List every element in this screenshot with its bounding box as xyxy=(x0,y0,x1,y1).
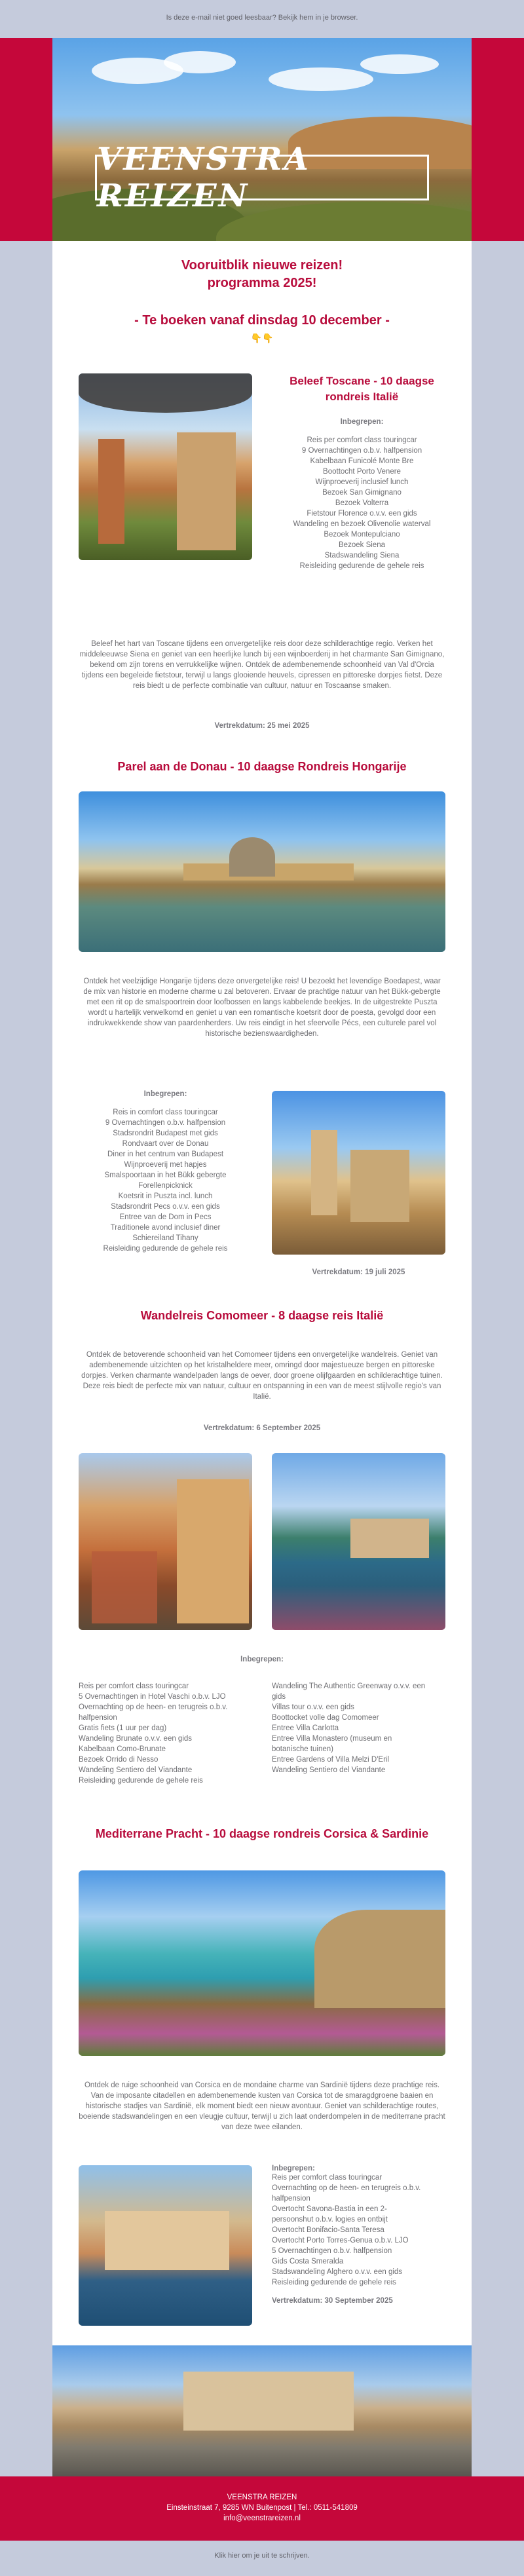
pointing-down-icon: 👇👇 xyxy=(250,333,274,343)
inclusion-item: Wandeling The Authentic Greenway o.v.v. een xyxy=(272,1682,426,1690)
inclusion-item: Entree Villa Carlotta xyxy=(272,1724,339,1732)
inclusion-item: botanische tuinen) xyxy=(272,1745,333,1753)
inclusion-item: Entree van de Dom in Pecs xyxy=(119,1213,212,1221)
inclusion-item: Villas tour o.v.v. een gids xyxy=(272,1703,354,1711)
inclusion-item: Reis per comfort class touringcar xyxy=(307,436,417,444)
inclusion-item: Bezoek Montepulciano xyxy=(324,531,400,539)
como-inclusions-right xyxy=(272,1681,449,1775)
inclusion-item: persoonshut o.b.v. logies en ontbijt xyxy=(272,2216,388,2224)
inclusion-item: Stadsrondrit Pecs o.v.v. een gids xyxy=(111,1203,220,1211)
inclusion-item: Reisleiding gedurende de gehele reis xyxy=(299,562,424,570)
inclusion-item: Smalspoortaan in het Bükk gebergte xyxy=(104,1171,227,1179)
corsica-image[interactable] xyxy=(79,1870,445,2056)
inclusion-item: Traditionele avond inclusief diner xyxy=(110,1224,221,1232)
inclusion-item: 5 Overnachtingen in Hotel Vaschi o.b.v. LJO xyxy=(79,1693,226,1701)
inclusion-item: Schiereiland Tihany xyxy=(132,1234,198,1242)
corsica-inclusions xyxy=(272,2165,449,2305)
corsica-departure-date: Vertrekdatum: 30 September 2025 xyxy=(272,2297,393,2305)
donau-departure-date: Vertrekdatum: 19 juli 2025 xyxy=(312,1268,405,1276)
intro-line-2: programma 2025! xyxy=(207,276,317,290)
brand-logo-text: VEENSTRA REIZEN xyxy=(97,141,310,214)
inclusion-item: Reisleiding gedurende de gehele reis xyxy=(103,1245,228,1253)
inclusion-item: gids xyxy=(272,1693,286,1701)
inclusion-item: Gratis fiets (1 uur per dag) xyxy=(79,1724,167,1732)
corsica-harbour-image[interactable] xyxy=(79,2165,252,2326)
intro-line-1: Vooruitblik nieuwe reizen! xyxy=(181,258,343,273)
donau-image[interactable] xyxy=(79,791,445,952)
inclusion-item: 9 Overnachtingen o.b.v. halfpension xyxy=(105,1119,226,1127)
inclusion-item: Bezoek Volterra xyxy=(335,499,389,507)
brand-logo[interactable] xyxy=(95,141,429,214)
inclusion-item: Stadsrondrit Budapest met gids xyxy=(113,1129,218,1137)
toscane-title: Beleef Toscane - 10 daagse rondreis Italië xyxy=(290,375,434,403)
inclusion-item: Reisleiding gedurende de gehele reis xyxy=(79,1777,203,1785)
unsubscribe-link[interactable]: Klik hier om je uit te schrijven. xyxy=(214,2552,310,2560)
inclusion-item: Overtocht Bonifacio-Santa Teresa xyxy=(272,2226,384,2234)
inclusion-item: Kabelbaan Funicolé Monte Bre xyxy=(310,457,414,465)
footer xyxy=(52,2476,472,2541)
intro-booking-date xyxy=(52,312,472,347)
footer-coast-image xyxy=(52,2345,472,2476)
inclusion-item: Wandeling Sentiero del Viandante xyxy=(79,1766,193,1774)
donau-castle-image[interactable] xyxy=(272,1091,445,1255)
toscane-image[interactable] xyxy=(79,373,252,560)
corsica-description: Ontdek de ruige schoonheid van Corsica en de mondaine charme van Sardinië tijdens deze prachtige reis. Van de imposante citadellen en adembenemende kusten van Corsica tot de smaragdgroene baaien en historische stadjes van Sardinië, elk moment biedt een nieuw avontuur. Geniet van schilderachtige routes, boeiende stadswandelingen en een vleugje cultuur, terwijl u zich laat onderdompelen in de mediterrane pracht van deze twee eilanden. xyxy=(79,2081,445,2131)
inclusion-item: 5 Overnachtingen o.b.v. halfpension xyxy=(272,2247,392,2255)
inclusion-item: Wandeling Sentiero del Viandante xyxy=(272,1766,386,1774)
inclusion-item: Koetsrit in Puszta incl. lunch xyxy=(118,1192,213,1200)
inclusion-item: Wandeling Brunate o.v.v. een gids xyxy=(79,1735,193,1743)
inclusion-item: Reis in comfort class touringcar xyxy=(113,1108,218,1116)
inclusion-item: Wijnproeverij met hapjes xyxy=(124,1161,207,1169)
como-departure-date: Vertrekdatum: 6 September 2025 xyxy=(203,1424,321,1432)
inclusion-item: Reisleiding gedurende de gehele reis xyxy=(272,2279,396,2286)
inclusion-item: Wijnproeverij inclusief lunch xyxy=(315,478,409,486)
footer-company-name: VEENSTRA REIZEN xyxy=(227,2493,297,2501)
inclusion-item: Entree Villa Monastero (museum en xyxy=(272,1735,392,1743)
inclusion-item: Rondvaart over de Donau xyxy=(122,1140,209,1148)
inclusion-item: Gids Costa Smeralda xyxy=(272,2258,344,2265)
inclusion-item: Stadswandeling Siena xyxy=(324,552,400,559)
inclusion-item: Overtocht Porto Torres-Genua o.b.v. LJO xyxy=(272,2237,409,2245)
inclusion-item: Overnachting op de heen- en terugreis o.b.v. xyxy=(272,2184,421,2192)
inclusion-item: Bezoek Siena xyxy=(339,541,385,549)
como-inbegrepen-label: Inbegrepen: xyxy=(240,1656,284,1663)
inclusion-item: Entree Gardens of Villa Melzi D'Eril xyxy=(272,1756,390,1764)
donau-inclusions xyxy=(79,1090,252,1254)
toscane-inbegrepen-label: Inbegrepen: xyxy=(340,418,384,426)
view-in-browser-link[interactable]: Is deze e-mail niet goed leesbaar? Bekijk hem in je browser. xyxy=(166,14,358,22)
inclusion-item: Bezoek San Gimignano xyxy=(322,489,402,497)
footer-email-link[interactable]: info@veenstrareizen.nl xyxy=(223,2514,301,2522)
corsica-inclusions-list xyxy=(272,2172,449,2288)
inclusion-item: Bezoek Orrido di Nesso xyxy=(79,1756,159,1764)
como-lake-image[interactable] xyxy=(272,1453,445,1630)
inclusion-item: Forellenpicknick xyxy=(138,1182,193,1190)
inclusion-item: Reis per comfort class touringcar xyxy=(79,1682,189,1690)
intro-line-3: - Te boeken vanaf dinsdag 10 december - xyxy=(134,313,390,328)
corsica-inbegrepen-label: Inbegrepen: xyxy=(272,2165,315,2172)
donau-inbegrepen-label: Inbegrepen: xyxy=(143,1090,187,1098)
toscane-description: Beleef het hart van Toscane tijdens een onvergetelijke reis door deze schilderachtige regio. Verken het middeleeuwse Siena en geniet van een heerlijke lunch bij een wijnboerderij in het charmante San Gimignano, bekend om zijn torens en verrukkelijke wijnen. Ontdek de adembenemende schoonheid van Val d'Orcia tijdens een begeleide fietstour, terwijl u langs glooiende heuvels, cipressen en pittoreske dorpjes fietst. Deze reis biedt u de perfecte combinatie van cultuur, natuur en Toscaanse smaken. xyxy=(79,640,445,690)
inclusion-item: Diner in het centrum van Budapest xyxy=(107,1150,224,1158)
inclusion-item: Overnachting op de heen- en terugreis o.b.v. xyxy=(79,1703,228,1711)
inclusion-item: halfpension xyxy=(272,2195,310,2203)
toscane-info xyxy=(265,373,458,571)
inclusion-item: 9 Overnachtingen o.b.v. halfpension xyxy=(301,447,422,455)
intro-heading xyxy=(52,257,472,292)
como-street-image[interactable] xyxy=(79,1453,252,1630)
inclusion-item: Fietstour Florence o.v.v. een gids xyxy=(307,510,417,518)
inclusion-item: Kabelbaan Como-Brunate xyxy=(79,1745,166,1753)
inclusion-item: halfpension xyxy=(79,1714,117,1722)
inclusion-item: Boottocket volle dag Comomeer xyxy=(272,1714,379,1722)
inclusion-item: Boottocht Porto Venere xyxy=(323,468,401,476)
donau-title: Parel aan de Donau - 10 daagse Rondreis Hongarije xyxy=(117,760,407,773)
donau-description: Ontdek het veelzijdige Hongarije tijdens deze onvergetelijke reis! U bezoekt het levendige Boedapest, waar de mix van historie en moderne charme u zal betoveren. Ervaar de prachtige natuur van het Bükk-gebergte met een rit op de smalspoortrein door loofbossen en langs kabbelende beekjes. In de uitgestrekte Puszta wordt u hartelijk verwelkomd en geniet u van een romantische koetsrit door de poesta, gevolgd door een indrukwekkende show van paardenherders. Uw reis eindigt in het sfeervolle Pécs, een culturele parel vol historische bezienswaardigheden. xyxy=(83,977,441,1038)
toscane-departure-date: Vertrekdatum: 25 mei 2025 xyxy=(214,722,310,730)
inclusion-item: Wandeling en bezoek Olivenolie waterval xyxy=(293,520,431,528)
inclusion-item: Stadswandeling Alghero o.v.v. een gids xyxy=(272,2268,403,2276)
inclusion-item: Reis per comfort class touringcar xyxy=(272,2174,383,2182)
como-inclusions-left xyxy=(79,1681,255,1786)
como-title: Wandelreis Comomeer - 8 daagse reis Italië xyxy=(140,1309,384,1322)
footer-address: Einsteinstraat 7, 9285 WN Buitenpost | Tel.: 0511-541809 xyxy=(166,2504,358,2512)
como-description: Ontdek de betoverende schoonheid van het Comomeer tijdens een onvergetelijke wandelreis. Geniet van adembenemende uitzichten op het kristalheldere meer, omringd door majestueuze bergen en pittoreske dorpjes. Verken charmante wandelpaden langs de oever, door groene olijfgaarden en schilderachtige tuinen. Deze reis biedt de perfecte mix van natuur, cultuur en ontspanning in een van de meest stijlvolle regio's van Italië. xyxy=(81,1351,443,1401)
inclusion-item: Overtocht Savona-Bastia in een 2- xyxy=(272,2205,387,2213)
donau-inclusions-list xyxy=(79,1107,252,1254)
header-hero-image xyxy=(52,38,472,241)
corsica-title: Mediterrane Pracht - 10 daagse rondreis Corsica & Sardinie xyxy=(95,1827,429,1840)
toscane-inclusions-list xyxy=(265,435,458,571)
